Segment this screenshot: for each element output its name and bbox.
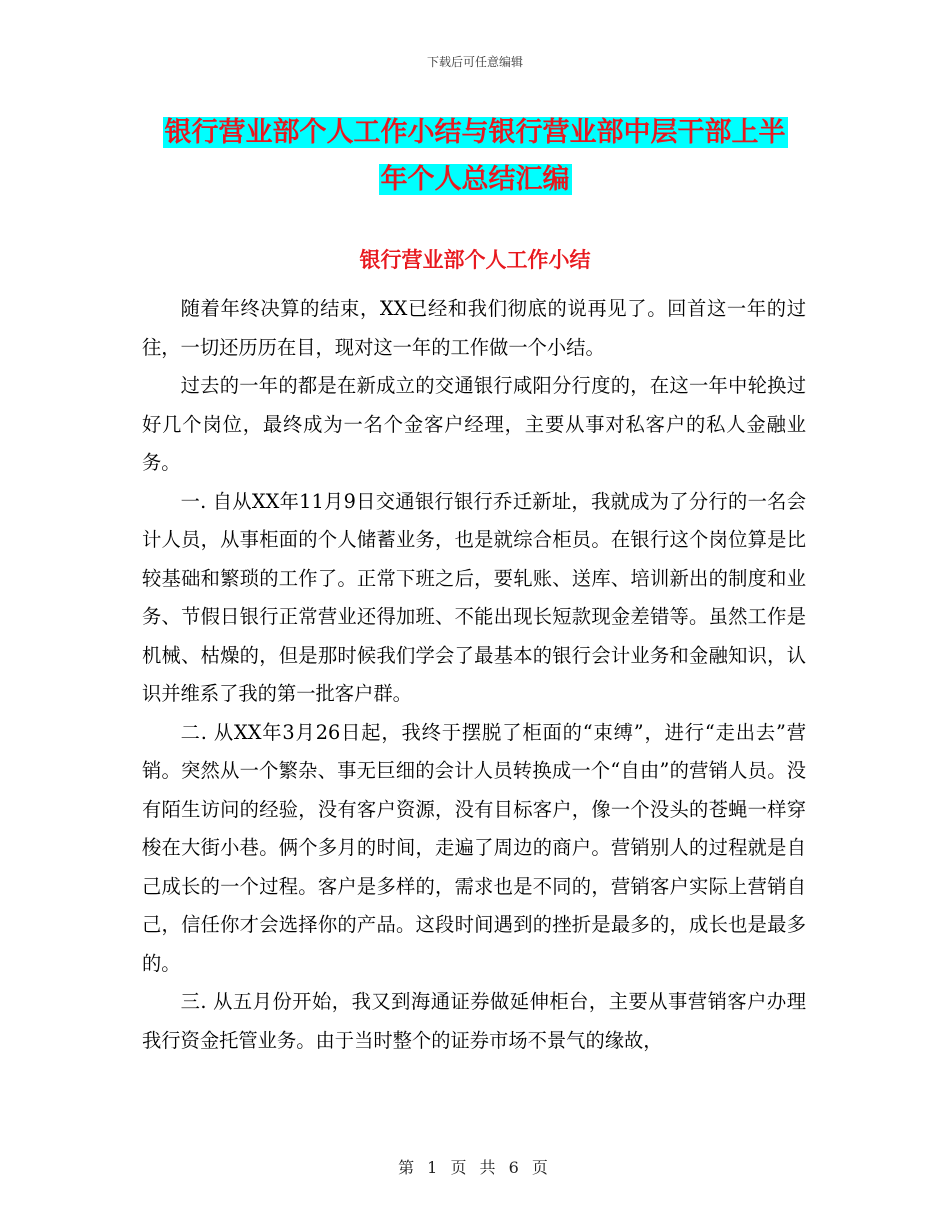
paragraph: 三. 从五月份开始，我又到海通证券做延伸柜台，主要从事营销客户办理我行资金托管业务。由于当时整个的证券市场不景气的缘故， <box>142 990 806 1052</box>
paragraph: 过去的一年的都是在新成立的交通银行咸阳分行度的，在这一年中轮换过好几个岗位，最终成为一名个金客户经理，主要从事对私客户的私人金融业务。 <box>142 374 806 474</box>
header-note: 下载后可任意编辑 <box>426 55 523 69</box>
title-line-1: 银行营业部个人工作小结与银行营业部中层干部上半 <box>164 117 786 148</box>
body-text <box>142 290 806 1060</box>
title-line-2: 年个人总结汇编 <box>380 164 570 195</box>
paragraph: 随着年终决算的结束，XX已经和我们彻底的说再见了。回首这一年的过往，一切还历历在目，现对这一年的工作做一个小结。 <box>142 297 806 359</box>
paragraph: 一. 自从XX年11月9日交通银行银行乔迁新址，我就成为了分行的一名会计人员，从事柜面的个人储蓄业务，也是就综合柜员。在银行这个岗位算是比较基础和繁琐的工作了。正常下班之后，要轧账、送库、培训新出的制度和业务、节假日银行正常营业还得加班、不能出现长短款现金差错等。虽然工作是机械、枯燥的，但是那时候我们学会了最基本的银行会计业务和金融知识，认识并维系了我的第一批客户群。 <box>142 489 806 705</box>
page-footer: 第 1 页 共 6 页 <box>398 1158 552 1177</box>
document-title <box>140 109 810 203</box>
section-title: 银行营业部个人工作小结 <box>359 248 591 272</box>
paragraph: 二. 从XX年3月26日起，我终于摆脱了柜面的“束缚”，进行“走出去”营销。突然从一个繁杂、事无巨细的会计人员转换成一个“自由”的营销人员。没有陌生访问的经验，没有客户资源，没有目标客户，像一个没头的苍蝇一样穿梭在大街小巷。俩个多月的时间，走遍了周边的商户。营销别人的过程就是自己成长的一个过程。客户是多样的，需求也是不同的，营销客户实际上营销自己，信任你才会选择你的产品。这段时间遇到的挫折是最多的，成长也是最多的。 <box>142 720 806 975</box>
